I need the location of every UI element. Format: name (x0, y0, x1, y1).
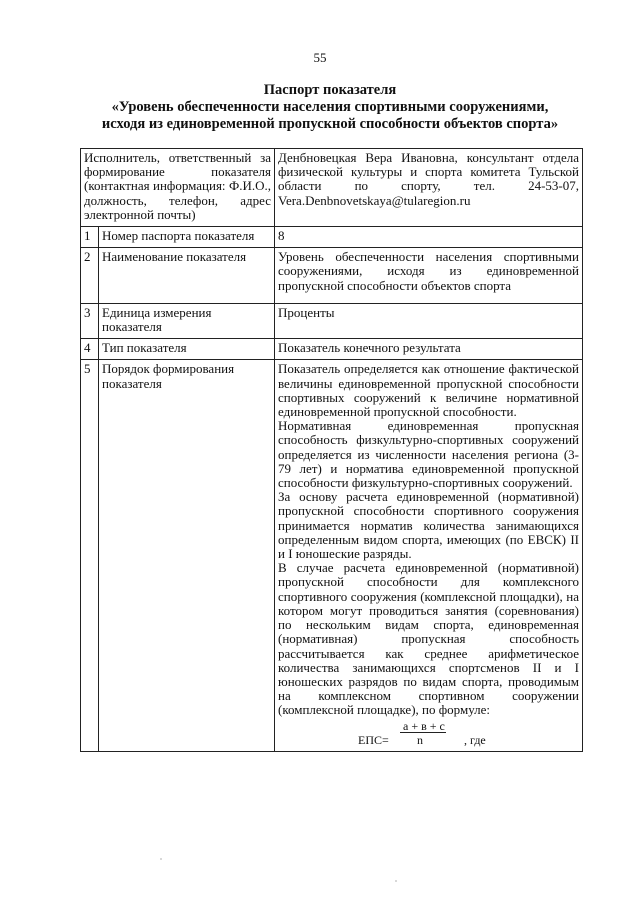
row-name: Номер паспорта показателя (99, 227, 275, 248)
formula-tail: , где (464, 732, 486, 747)
executor-value-cell: Денбновецкая Вера Ивановна, консультант отдела физической культуры и спорта комитета Тульской области по спорту, тел. 24-53-07, Vera.Denbnovetskaya@tularegion.ru (275, 149, 583, 227)
table-row (81, 360, 583, 751)
formula (278, 719, 579, 747)
table-row (81, 303, 583, 338)
row-value: 8 (275, 227, 583, 248)
title-indicator-name-line-2: исходя из единовременной пропускной способности объектов спорта» (101, 116, 559, 132)
method-paragraph: В случае расчета единовременной (нормативной) пропускной способности для комплексного спортивного сооружения (комплексной площадки), на котором могут проводиться занятия (соревнования) по нескольким видам спорта, единовременная (нормативная) пропускная способность рассчитывается как среднее арифметическое количества занимающихся спортсменов II и I юношеских разрядов по видам спорта, проводимым на комплексном спортивном сооружении (комплексной площадке), по формуле: (278, 560, 579, 718)
method-paragraph: За основу расчета единовременной (нормативной) пропускной способности спортивного сооружения принимается норматив количества занимающихся определенным видом спорта, имеющих (по ЕВСК) II и I юношеские разряды. (278, 489, 579, 562)
executor-label-cell: Исполнитель, ответственный за формирование показателя (контактная информация: Ф.И.О., должность, телефон, адрес электронной почты) (81, 149, 275, 227)
formula-lhs: ЕПС= (358, 732, 389, 747)
passport-table (80, 148, 583, 752)
table-row (81, 339, 583, 360)
table-row (81, 248, 583, 304)
scan-speck (395, 880, 397, 882)
row-number: 5 (81, 360, 99, 751)
table-row (81, 227, 583, 248)
row-number: 3 (81, 303, 99, 338)
document-title (60, 82, 600, 133)
row-value-method (275, 360, 583, 751)
row-number: 1 (81, 227, 99, 248)
row-value: Уровень обеспеченности населения спортивными сооружениями, исходя из единовременной пропускной способности объектов спорта (275, 248, 583, 304)
page-number: 55 (313, 50, 327, 65)
row-name: Тип показателя (99, 339, 275, 360)
formula-numerator: a + в + с (403, 718, 445, 733)
row-number: 2 (81, 248, 99, 304)
row-name: Наименование показателя (99, 248, 275, 304)
formula-denominator: n (417, 732, 423, 747)
row-value: Показатель конечного результата (275, 339, 583, 360)
method-paragraph: Нормативная единовременная пропускная способность физкультурно-спортивных сооружений определяется из численности населения региона (3-79 лет) и норматива единовременной пропускной способности физкультурно-спортивных сооружений. (278, 418, 579, 491)
formula-fraction-line (400, 732, 446, 733)
row-name: Порядок формирования показателя (99, 360, 275, 751)
title-indicator-name-line-1: «Уровень обеспеченности населения спортивными сооружениями, (111, 99, 549, 115)
row-value: Проценты (275, 303, 583, 338)
row-name: Единица измерения показателя (99, 303, 275, 338)
row-number: 4 (81, 339, 99, 360)
title-heading: Паспорт показателя (263, 82, 397, 98)
table-row-executor (81, 149, 583, 227)
scan-speck (160, 858, 162, 860)
method-paragraph: Показатель определяется как отношение фактической величины единовременной пропускной способности спортивных сооружений к величине нормативной единовременной пропускной способности. (278, 361, 579, 420)
